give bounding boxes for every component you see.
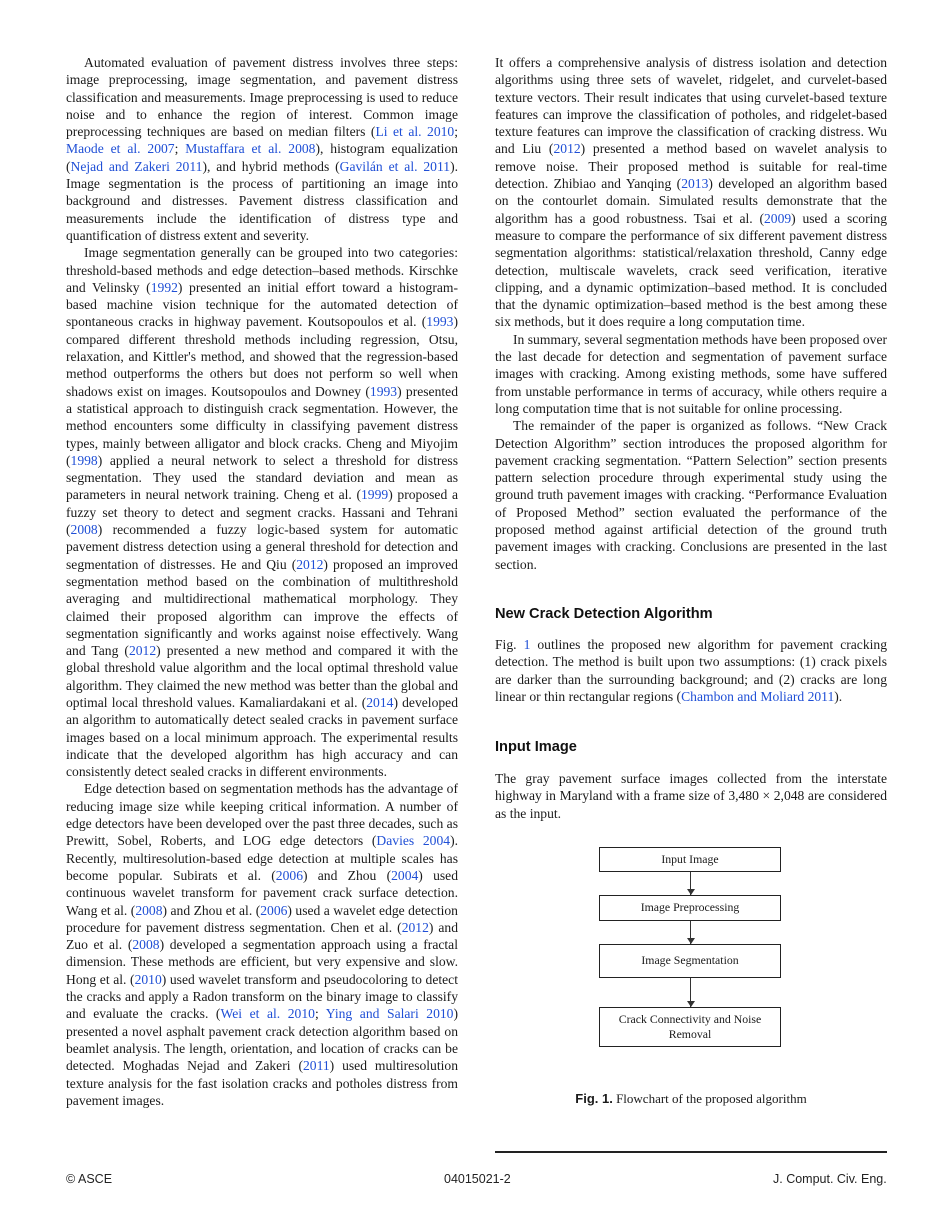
flowchart-box-input-image: Input Image: [599, 847, 781, 872]
left-column: [66, 54, 458, 1109]
citation-link[interactable]: Maode et al. 2007: [66, 141, 175, 157]
paragraph-threshold-methods: Image segmentation generally can be grouped into two categories: threshold-based methods and edge detection–based methods. Kirschke and Velinsky (1992) presented an initial effort toward a histogram-based machine vision technique for the automated detection of spontaneous cracks in highway pavement. Koutsopoulos et al. (1993) compared different threshold methods including regression, Otsu, relaxation, and Kittler's method, and showed that the regression-based method outperforms the others but does not perform so well when shadows exist on images. Koutsopoulos and Downey (1993) presented a statistical approach to distinguish crack segmentation. However, the method encounters some difficulty in classifying pavement distress types, mainly between alligator and block cracks. Cheng and Miyojim (1998) applied a neural network to select a threshold for distress segmentation. They used the standard deviation and mean as parameters in neural network training. Cheng et al. (1999) proposed a fuzzy set theory to detect and segment cracks. Hassani and Tehrani (2008) recommended a fuzzy logic-based system for automatic pavement distress detection using a general threshold for detection and segmentation of distresses. He and Qiu (2012) proposed an improved segmentation method based on the combination of multithreshold averaging and multidirectional mathematical morphology. They claimed their proposed algorithm can improve the effects of segmentation significantly and works against noise effectively. Wang and Tang (2012) presented a new method and compared it with the global threshold value algorithm and the local optimal threshold value algorithm. They claimed the new method was better than the global and optimal local threshold values. Kamaliardakani et al. (2014) developed an algorithm to automatically detect sealed cracks in pavement surface images based on a local minimum approach. The experimental results indicate that the developed algorithm has high accuracy and can consistently detect sealed cracks in different environments.: [66, 245, 459, 780]
flowchart-box-image-segmentation: Image Segmentation: [599, 944, 781, 978]
flow-arrow: [690, 978, 691, 1007]
footer-copyright: © ASCE: [66, 1172, 113, 1186]
citation-link[interactable]: 2012: [296, 556, 324, 572]
citation-link[interactable]: Li et al. 2010: [375, 124, 455, 140]
flow-arrow: [690, 921, 691, 944]
divider: [495, 1151, 887, 1153]
flow-arrow: [690, 872, 691, 895]
citation-link[interactable]: Mustaffara et al. 2008: [185, 141, 316, 157]
citation-link[interactable]: Nejad and Zakeri 2011: [70, 158, 203, 174]
flowchart-box-image-preprocessing: Image Preprocessing: [599, 895, 781, 921]
citation-link[interactable]: 2013: [681, 176, 709, 192]
citation-link[interactable]: Gavilán et al. 2011: [339, 158, 451, 174]
figure-link[interactable]: 1: [523, 636, 531, 652]
citation-link[interactable]: Chambon and Moliard 2011: [681, 688, 835, 704]
flowchart-box-crack-connectivity: Crack Connectivity and Noise Removal: [599, 1007, 781, 1047]
citation-link[interactable]: Davies 2004: [376, 833, 451, 849]
citation-link[interactable]: 2010: [134, 971, 162, 987]
citation-link[interactable]: Ying and Salari 2010: [325, 1006, 454, 1022]
citation-link[interactable]: Wei et al. 2010: [220, 1006, 315, 1022]
citation-link[interactable]: 1992: [150, 279, 178, 295]
figure-caption: [495, 1090, 887, 1107]
citation-link[interactable]: 1993: [426, 314, 454, 330]
paragraph-input-image: The gray pavement surface images collected from the interstate highway in Maryland with a frame size of 3,480 × 2,048 are considered as the input.: [495, 771, 887, 821]
citation-link[interactable]: 2012: [553, 141, 581, 157]
right-column: [495, 54, 887, 1109]
paragraph-texture-analysis: It offers a comprehensive analysis of distress isolation and detection algorithms using three sets of wavelet, ridgelet, and curvelet-based texture vectors. Their result indicates that using curvelet-based texture features can improve the classification of potholes, and ridgelet-based texture features can improve the classification of cracking distress. Wu and Liu (2012) presented a method based on wavelet analysis to remove noise. Their proposed method is suitable for real-time detection. Zhibiao and Yanqing (2013) developed an algorithm based on the contourlet domain. Simulated results demonstrate that the algorithm has a good robustness. Tsai et al. (2009) used a scoring measure to compare the performance of six different pavement distress segmentation algorithms: statistical/relaxation threshold, Canny edge detection, multiscale wavelets, crack seed verification, iterative clipping, and a dynamic optimization–based method. It is concluded that the dynamic optimization–based method is the best among these six methods, but it does require a long computation time.: [495, 55, 888, 330]
paragraph-organization: The remainder of the paper is organized as follows. “New Crack Detection Algorithm” section introduces the proposed algorithm for pavement cracking segmentation. “Pattern Selection” section presents pattern selection procedure through experimental study using the ground truth pavement images with cracking. “Performance Evaluation of Proposed Method” section evaluated the performance of the proposed method against artificial detection of the ground truth pavement images with cracking. Conclusions are presented in the last section.: [495, 418, 887, 572]
paragraph-edge-detection: Edge detection based on segmentation methods has the advantage of reducing image size while keeping critical information. A number of edge detectors have been developed over the past three decades, such as Prewitt, Sobel, Roberts, and LOG edge detectors (Davies 2004). Recently, multiresolution-based edge detection at multiple scales has become popular. Subirats et al. (2006) and Zhou (2004) used continuous wavelet transform for pavement crack surface detection. Wang et al. (2008) and Zhou et al. (2006) used a wavelet edge detection procedure for pavement distress segmentation. Chen et al. (2012) and Zuo et al. (2008) developed a segmentation approach using a fractal dimension. These methods are efficient, but very expensive and slow. Hong et al. (2010) used wavelet transform and pseudocoloring to detect the cracks and apply a Radon transform on the binary image to classify and evaluate the cracks. (Wei et al. 2010; Ying and Salari 2010) presented a novel asphalt pavement crack detection algorithm based on beamlet analysis. The length, orientation, and location of cracks can be detected. Moghadas Nejad and Zakeri (2011) used multiresolution texture analysis for the fast isolation cracks and potholes distress from pavement images.: [66, 781, 459, 1108]
citation-link[interactable]: 2006: [260, 902, 288, 918]
citation-link[interactable]: 2004: [391, 867, 419, 883]
citation-link[interactable]: 2012: [401, 919, 429, 935]
citation-link[interactable]: 2008: [135, 902, 163, 918]
section-heading: New Crack Detection Algorithm: [495, 605, 713, 622]
paragraph-summary: In summary, several segmentation methods have been proposed over the last decade for detection and segmentation of pavement surface images with cracking. Among existing methods, some have suffered from unstable performance in terms of accuracy, while others require a long computation time that is not suitable for online processing.: [495, 331, 887, 416]
footer-journal: J. Comput. Civ. Eng.: [773, 1172, 887, 1186]
figure-caption-label: Fig. 1.: [575, 1090, 613, 1106]
figure-caption-text: Flowchart of the proposed algorithm: [612, 1090, 807, 1106]
citation-link[interactable]: 1998: [70, 452, 98, 468]
citation-link[interactable]: 2014: [366, 694, 394, 710]
citation-link[interactable]: 2009: [763, 210, 792, 226]
section-heading: Input Image: [495, 739, 577, 756]
citation-link[interactable]: 1999: [361, 487, 389, 503]
citation-link[interactable]: 2008: [70, 522, 98, 538]
citation-link[interactable]: 2008: [132, 937, 160, 953]
citation-link[interactable]: 1993: [369, 383, 398, 399]
citation-link[interactable]: 2012: [128, 643, 157, 659]
citation-link[interactable]: 2011: [302, 1058, 330, 1074]
paragraph-algorithm-intro: Fig. 1 outlines the proposed new algorithm for pavement cracking detection. The method is built upon two assumptions: (1) crack pixels are darker than the surrounding background; and (2) cracks are long linear or thin rectangular regions (Chambon and Moliard 2011).: [495, 636, 887, 704]
citation-link[interactable]: 2006: [275, 867, 303, 883]
footer-article-number: 04015021-2: [444, 1172, 511, 1186]
flowchart-figure: [495, 847, 887, 1109]
paragraph-overview: Automated evaluation of pavement distress involves three steps: image preprocessing, image segmentation, and pavement distress classification and measurements. Image preprocessing is used to reduce noise and to enhance the region of interest. Common image preprocessing techniques are based on median filters (Li et al. 2010; Maode et al. 2007; Mustaffara et al. 2008), histogram equalization (Nejad and Zakeri 2011), and hybrid methods (Gavilán et al. 2011). Image segmentation is the process of partitioning an image into background and distresses. Pavement distress classification and measurements include the identification of distress type and quantification of distress extent and severity.: [66, 55, 458, 243]
